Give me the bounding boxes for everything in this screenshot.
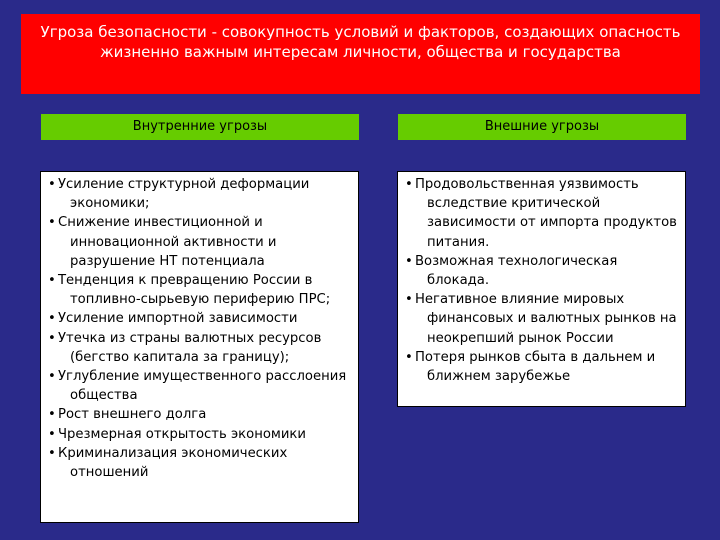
bullet-icon: • (405, 177, 413, 192)
bullet-icon: • (48, 273, 56, 289)
bullet-icon: • (48, 445, 56, 461)
bullet-icon: • (48, 311, 56, 327)
bullet-icon: • (48, 177, 56, 192)
list-item: • Усиление импортной зависимости (48, 309, 354, 328)
bullet-icon: • (48, 369, 56, 385)
list-item: • Продовольственная уязвимость вследствие критической зависимости от импорта продуктов питания. (405, 177, 677, 250)
definition-title: Угроза безопасности - совокупность условий и факторов, создающих опасность жизненно важным интересам личности, общества и государства (21, 14, 700, 94)
list-item: • Негативное влияние мировых финансовых и валютных рынков на неокрепший рынок России (405, 292, 677, 346)
list-item: • Возможная технологическая блокада. (405, 253, 618, 289)
bullet-icon: • (48, 426, 56, 442)
list-item: • Тенденция к превращению России в топливно-сырьевую периферию ПРС; (48, 273, 331, 308)
list-item: • Снижение инвестиционной и инновационной активности и разрушение НТ потенциала (48, 215, 277, 269)
list-item: • Углубление имущественного расслоения общества (48, 369, 347, 404)
list-item: • Криминализация экономических отношений (48, 445, 288, 481)
external-threats-header: Внешние угрозы (398, 114, 686, 140)
bullet-icon: • (48, 330, 56, 346)
list-item: • Рост внешнего долга (48, 405, 354, 424)
list-item: • Чрезмерная открытость экономики (48, 425, 354, 444)
list-item: • Утечка из страны валютных ресурсов (бегство капитала за границу); (48, 330, 322, 365)
bullet-icon: • (48, 407, 56, 423)
internal-threats-header: Внутренние угрозы (41, 114, 359, 140)
external-threats-list (397, 171, 686, 407)
list-item: • Усиление структурной деформации экономики; (48, 177, 310, 212)
internal-threats-list (40, 171, 359, 523)
bullet-icon: • (48, 215, 56, 231)
bullet-icon: • (405, 292, 413, 308)
bullet-icon: • (405, 253, 413, 269)
bullet-icon: • (405, 349, 413, 365)
list-item: • Потеря рынков сбыта в дальнем и ближнем зарубежье (405, 349, 656, 385)
